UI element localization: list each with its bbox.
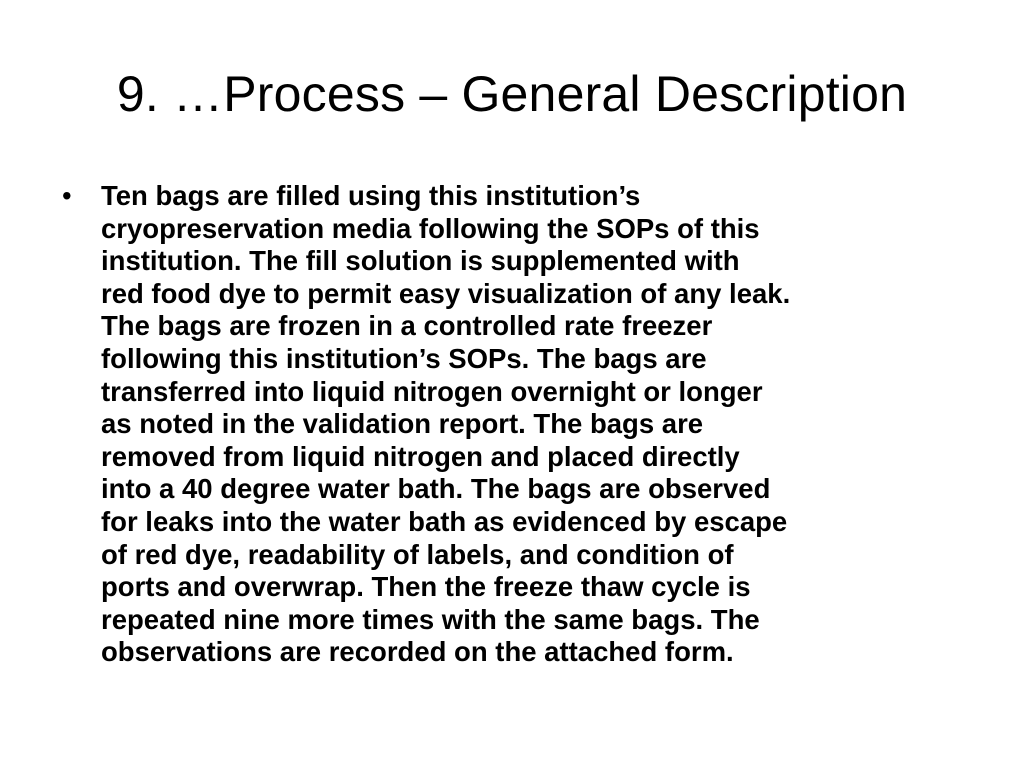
bullet-line: observations are recorded on the attached form. <box>101 636 734 668</box>
slide-title: 9. …Process – General Description <box>116 66 908 122</box>
bullet-line: into a 40 degree water bath. The bags are observed <box>101 473 771 505</box>
bullet-line: as noted in the validation report. The bags are <box>101 408 704 440</box>
bullet-line: of red dye, readability of labels, and condition of <box>101 538 734 570</box>
bullet-line: ports and overwrap. Then the freeze thaw cycle is <box>101 571 751 603</box>
bullet-line: for leaks into the water bath as evidenced by escape <box>101 505 788 537</box>
bullet-line: cryopreservation media following the SOPs of this <box>101 212 760 244</box>
bullet-item <box>62 180 982 669</box>
bullet-line: repeated nine more times with the same bags. The <box>101 603 760 635</box>
bullet-icon: • <box>62 180 72 211</box>
bullet-line: following this institution’s SOPs. The bags are <box>101 342 707 374</box>
bullet-line: The bags are frozen in a controlled rate freezer <box>101 310 713 342</box>
bullet-line: Ten bags are filled using this institution’s <box>101 180 641 211</box>
bullet-line: red food dye to permit easy visualization of any leak. <box>101 277 791 309</box>
bullet-line: institution. The fill solution is supplemented with <box>101 245 740 277</box>
bullet-line: transferred into liquid nitrogen overnight or longer <box>101 375 763 407</box>
bullet-line: removed from liquid nitrogen and placed directly <box>101 440 740 472</box>
bullet-list <box>62 180 982 669</box>
